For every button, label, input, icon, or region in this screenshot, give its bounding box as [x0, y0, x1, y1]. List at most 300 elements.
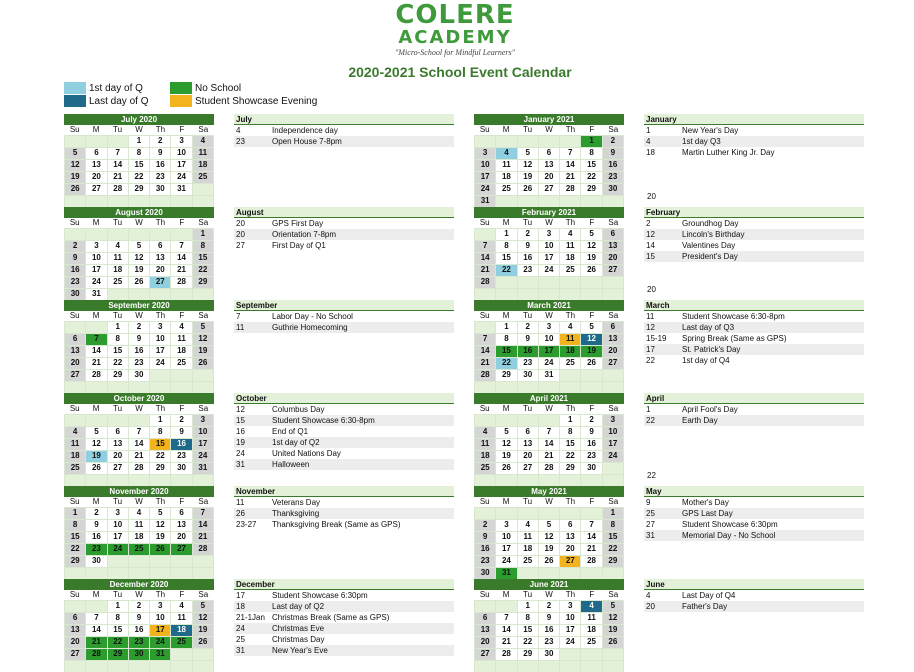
month-title: November 2020	[64, 486, 214, 497]
empty-day-cell	[86, 475, 106, 486]
events-list	[234, 114, 454, 147]
day-cell: 9	[129, 613, 149, 624]
day-cell: 24	[150, 637, 170, 648]
events-list	[234, 393, 454, 470]
empty-day-cell	[518, 508, 538, 519]
empty-day-cell	[496, 289, 516, 300]
day-cell: 13	[65, 346, 85, 357]
day-cell: 28	[86, 370, 106, 381]
day-cell: 26	[129, 277, 149, 288]
event-date: 2	[646, 219, 651, 228]
weekday-label: Su	[479, 218, 490, 227]
day-cell: 21	[475, 265, 495, 276]
weekday-header	[64, 218, 214, 228]
event-date: 23	[236, 137, 245, 146]
day-cell: 12	[603, 613, 623, 624]
legend-label: No School	[195, 82, 242, 94]
empty-day-cell	[603, 289, 623, 300]
weekday-label: Su	[479, 590, 490, 599]
empty-day-cell	[518, 136, 538, 147]
weekday-label: Tu	[523, 311, 533, 320]
day-cell: 5	[86, 427, 106, 438]
day-cell: 22	[150, 451, 170, 462]
event-name: Valentines Day	[682, 241, 736, 250]
legend-swatch	[64, 82, 86, 94]
day-cell: 1	[108, 601, 128, 612]
day-cell: 31	[475, 196, 495, 207]
day-cell: 10	[86, 253, 106, 264]
day-cell: 12	[581, 241, 601, 252]
event-date: 24	[236, 449, 245, 458]
day-cell: 21	[108, 172, 128, 183]
day-cell: 17	[193, 439, 213, 450]
weekday-label: Th	[565, 590, 576, 599]
weekday-label: Th	[155, 125, 166, 134]
weekday-label: Sa	[198, 590, 209, 599]
day-cell: 20	[65, 637, 85, 648]
day-cell: 28	[496, 649, 516, 660]
event-date: 15	[646, 252, 655, 261]
event-name: Student Showcase 6:30-8pm	[682, 312, 785, 321]
day-cell: 9	[65, 253, 85, 264]
empty-day-cell	[108, 229, 128, 240]
logo-subword: ACADEMY	[398, 27, 512, 48]
day-cell: 2	[86, 508, 106, 519]
day-cell: 17	[86, 265, 106, 276]
weekday-header	[474, 311, 624, 321]
events-list	[644, 300, 864, 366]
event-name: Student Showcase 6:30-8pm	[272, 416, 375, 425]
event-name: Halloween	[272, 460, 310, 469]
day-cell: 22	[496, 358, 516, 369]
event-row	[644, 333, 864, 344]
day-cell: 14	[129, 439, 149, 450]
day-cell: 2	[65, 241, 85, 252]
day-grid	[474, 600, 624, 672]
empty-day-cell	[108, 136, 128, 147]
empty-day-cell	[539, 136, 559, 147]
day-cell: 27	[65, 370, 85, 381]
day-cell: 4	[560, 229, 580, 240]
day-grid	[474, 321, 624, 394]
day-cell: 7	[475, 241, 495, 252]
day-cell: 5	[129, 241, 149, 252]
legend-label: Last day of Q	[89, 95, 149, 107]
empty-day-cell	[475, 229, 495, 240]
day-cell: 30	[603, 184, 623, 195]
empty-day-cell	[475, 508, 495, 519]
day-cell: 28	[581, 556, 601, 567]
event-footnote: 20	[647, 285, 656, 294]
day-cell: 16	[539, 625, 559, 636]
day-cell: 19	[86, 451, 106, 462]
day-cell: 14	[475, 346, 495, 357]
day-cell: 10	[539, 334, 559, 345]
empty-day-cell	[581, 568, 601, 579]
event-date: 4	[236, 126, 241, 135]
event-date: 9	[646, 498, 651, 507]
weekday-label: Tu	[523, 404, 533, 413]
day-cell: 3	[496, 520, 516, 531]
event-row	[644, 229, 864, 240]
day-cell: 3	[560, 601, 580, 612]
day-cell: 12	[496, 439, 516, 450]
day-cell: 5	[581, 229, 601, 240]
event-row	[234, 459, 454, 470]
empty-day-cell	[560, 196, 580, 207]
month-calendar	[474, 393, 624, 487]
day-cell: 26	[193, 358, 213, 369]
day-cell: 29	[496, 370, 516, 381]
empty-day-cell	[129, 196, 149, 207]
day-cell: 3	[539, 229, 559, 240]
weekday-label: Su	[69, 497, 80, 506]
day-cell: 11	[171, 613, 191, 624]
event-row	[234, 218, 454, 229]
day-cell: 26	[193, 637, 213, 648]
day-cell: 19	[581, 253, 601, 264]
weekday-label: M	[92, 404, 100, 413]
empty-day-cell	[581, 196, 601, 207]
event-date: 19	[236, 438, 245, 447]
day-cell: 26	[150, 544, 170, 555]
empty-day-cell	[171, 661, 191, 672]
weekday-label: M	[92, 590, 100, 599]
day-cell: 9	[129, 334, 149, 345]
events-month-title: September	[234, 300, 454, 311]
day-cell: 3	[171, 136, 191, 147]
day-cell: 14	[560, 160, 580, 171]
day-cell: 19	[150, 532, 170, 543]
weekday-label: Su	[479, 497, 490, 506]
day-cell: 10	[603, 427, 623, 438]
event-date: 27	[236, 241, 245, 250]
empty-day-cell	[603, 475, 623, 486]
event-date: 11	[236, 498, 245, 507]
weekday-label: M	[92, 125, 100, 134]
day-cell: 19	[193, 346, 213, 357]
empty-day-cell	[539, 289, 559, 300]
empty-day-cell	[560, 508, 580, 519]
day-cell: 7	[560, 148, 580, 159]
logo-tagline: "Micro-School for Mindful Learners"	[395, 48, 515, 57]
empty-day-cell	[150, 661, 170, 672]
day-cell: 1	[603, 508, 623, 519]
empty-day-cell	[518, 661, 538, 672]
day-cell: 1	[150, 415, 170, 426]
empty-day-cell	[475, 382, 495, 393]
day-cell: 25	[518, 556, 538, 567]
event-row	[234, 601, 454, 612]
day-cell: 18	[193, 160, 213, 171]
weekday-label: Th	[565, 311, 576, 320]
day-cell: 4	[171, 601, 191, 612]
day-cell: 16	[150, 160, 170, 171]
day-cell: 5	[539, 520, 559, 531]
day-cell: 21	[560, 172, 580, 183]
event-name: Last day of Q2	[272, 602, 325, 611]
event-name: Independence day	[272, 126, 338, 135]
event-name: Father's Day	[682, 602, 728, 611]
empty-day-cell	[86, 382, 106, 393]
day-cell: 9	[518, 334, 538, 345]
empty-day-cell	[129, 661, 149, 672]
empty-day-cell	[108, 661, 128, 672]
empty-day-cell	[65, 382, 85, 393]
day-cell: 22	[129, 172, 149, 183]
day-grid	[64, 600, 214, 672]
event-name: Groundhog Day	[682, 219, 739, 228]
day-cell: 6	[171, 508, 191, 519]
event-row	[234, 229, 454, 240]
legend-label: 1st day of Q	[89, 82, 143, 94]
empty-day-cell	[171, 229, 191, 240]
month-calendar	[474, 207, 624, 301]
weekday-label: W	[135, 590, 143, 599]
weekday-label: Th	[155, 311, 166, 320]
event-row	[234, 426, 454, 437]
day-cell: 10	[475, 160, 495, 171]
event-name: Last Day of Q4	[682, 591, 736, 600]
day-cell: 8	[150, 427, 170, 438]
month-title: May 2021	[474, 486, 624, 497]
weekday-label: F	[179, 404, 185, 413]
day-cell: 11	[108, 253, 128, 264]
empty-day-cell	[86, 196, 106, 207]
events-month-title: August	[234, 207, 454, 218]
day-cell: 12	[193, 334, 213, 345]
event-row	[234, 623, 454, 634]
empty-day-cell	[108, 568, 128, 579]
empty-day-cell	[150, 289, 170, 300]
day-cell: 31	[193, 463, 213, 474]
day-cell: 14	[496, 625, 516, 636]
weekday-label: Sa	[608, 497, 619, 506]
day-cell: 2	[539, 601, 559, 612]
day-cell: 22	[108, 358, 128, 369]
weekday-label: Th	[565, 404, 576, 413]
empty-day-cell	[475, 475, 495, 486]
event-name: Lincoln's Birthday	[682, 230, 745, 239]
event-row	[644, 240, 864, 251]
event-name: Student Showcase 6:30pm	[272, 591, 368, 600]
empty-day-cell	[86, 136, 106, 147]
day-cell: 28	[560, 184, 580, 195]
empty-day-cell	[193, 556, 213, 567]
day-cell: 22	[518, 637, 538, 648]
day-cell: 27	[475, 649, 495, 660]
day-cell: 5	[496, 427, 516, 438]
day-cell: 23	[518, 265, 538, 276]
event-row	[644, 344, 864, 355]
weekday-header	[64, 590, 214, 600]
day-cell: 20	[108, 451, 128, 462]
empty-day-cell	[193, 370, 213, 381]
empty-day-cell	[129, 289, 149, 300]
day-cell: 24	[86, 277, 106, 288]
empty-day-cell	[560, 382, 580, 393]
empty-day-cell	[108, 289, 128, 300]
day-cell: 29	[518, 649, 538, 660]
day-cell: 8	[560, 427, 580, 438]
day-cell: 15	[496, 253, 516, 264]
event-date: 18	[646, 148, 655, 157]
day-cell: 16	[65, 265, 85, 276]
day-cell: 9	[475, 532, 495, 543]
empty-day-cell	[581, 661, 601, 672]
day-cell: 25	[560, 358, 580, 369]
month-calendar	[474, 486, 624, 580]
day-cell: 23	[518, 358, 538, 369]
legend-item-last-day	[64, 95, 148, 107]
day-cell: 26	[518, 184, 538, 195]
day-cell: 27	[603, 358, 623, 369]
event-row	[644, 311, 864, 322]
events-month-title: June	[644, 579, 864, 590]
event-row	[234, 519, 454, 530]
empty-day-cell	[603, 649, 623, 660]
weekday-label: Sa	[608, 311, 619, 320]
day-cell: 6	[150, 241, 170, 252]
day-cell: 26	[86, 463, 106, 474]
day-cell: 29	[150, 463, 170, 474]
day-cell: 29	[193, 277, 213, 288]
empty-day-cell	[475, 289, 495, 300]
day-cell: 20	[86, 172, 106, 183]
weekday-label: M	[502, 125, 510, 134]
day-cell: 3	[150, 601, 170, 612]
day-cell: 13	[65, 625, 85, 636]
empty-day-cell	[496, 601, 516, 612]
empty-day-cell	[150, 229, 170, 240]
day-cell: 24	[560, 637, 580, 648]
day-cell: 11	[129, 520, 149, 531]
day-cell: 24	[108, 544, 128, 555]
weekday-label: W	[545, 404, 553, 413]
empty-day-cell	[65, 601, 85, 612]
event-row	[644, 590, 864, 601]
empty-day-cell	[539, 415, 559, 426]
weekday-header	[474, 125, 624, 135]
event-name: GPS Last Day	[682, 509, 733, 518]
event-date: 15-19	[646, 334, 667, 343]
day-cell: 8	[108, 613, 128, 624]
empty-day-cell	[475, 136, 495, 147]
weekday-header	[64, 497, 214, 507]
empty-day-cell	[560, 475, 580, 486]
weekday-header	[64, 404, 214, 414]
events-list	[234, 300, 454, 333]
event-row	[234, 240, 454, 251]
event-date: 26	[236, 509, 245, 518]
day-cell: 7	[193, 508, 213, 519]
empty-day-cell	[150, 370, 170, 381]
day-cell: 10	[108, 520, 128, 531]
day-cell: 1	[496, 322, 516, 333]
weekday-label: W	[135, 311, 143, 320]
weekday-label: Tu	[523, 590, 533, 599]
weekday-label: Su	[69, 590, 80, 599]
day-cell: 17	[539, 253, 559, 264]
event-row	[234, 404, 454, 415]
events-month-title: October	[234, 393, 454, 404]
event-name: 1st day of Q4	[682, 356, 730, 365]
day-cell: 8	[581, 148, 601, 159]
day-cell: 12	[518, 160, 538, 171]
month-calendar	[64, 114, 214, 208]
day-cell: 17	[603, 439, 623, 450]
day-grid	[64, 228, 214, 301]
event-footnote: 20	[647, 192, 656, 201]
day-cell: 18	[129, 532, 149, 543]
weekday-label: F	[589, 590, 595, 599]
day-cell: 21	[193, 532, 213, 543]
weekday-label: Th	[155, 590, 166, 599]
day-cell: 25	[129, 544, 149, 555]
empty-day-cell	[539, 568, 559, 579]
weekday-label: F	[179, 590, 185, 599]
event-date: 16	[236, 427, 245, 436]
empty-day-cell	[150, 475, 170, 486]
day-cell: 28	[475, 370, 495, 381]
day-cell: 7	[581, 520, 601, 531]
day-cell: 20	[560, 544, 580, 555]
day-cell: 16	[518, 346, 538, 357]
weekday-label: M	[92, 497, 100, 506]
day-cell: 16	[475, 544, 495, 555]
day-cell: 30	[581, 463, 601, 474]
day-cell: 13	[539, 160, 559, 171]
weekday-label: F	[179, 125, 185, 134]
event-name: End of Q1	[272, 427, 309, 436]
day-cell: 18	[65, 451, 85, 462]
day-cell: 30	[518, 370, 538, 381]
day-cell: 16	[518, 253, 538, 264]
weekday-label: Tu	[113, 311, 123, 320]
event-name: April Fool's Day	[682, 405, 738, 414]
weekday-label: M	[502, 311, 510, 320]
day-cell: 11	[496, 160, 516, 171]
day-cell: 24	[603, 451, 623, 462]
day-cell: 15	[518, 625, 538, 636]
day-cell: 28	[171, 277, 191, 288]
weekday-label: F	[179, 497, 185, 506]
day-cell: 16	[129, 625, 149, 636]
day-cell: 14	[475, 253, 495, 264]
day-cell: 27	[171, 544, 191, 555]
day-cell: 1	[65, 508, 85, 519]
day-cell: 3	[86, 241, 106, 252]
day-cell: 1	[496, 229, 516, 240]
day-cell: 2	[581, 415, 601, 426]
day-cell: 30	[129, 370, 149, 381]
empty-day-cell	[475, 661, 495, 672]
event-date: 17	[646, 345, 655, 354]
day-cell: 7	[86, 613, 106, 624]
weekday-label: Su	[69, 125, 80, 134]
empty-day-cell	[171, 196, 191, 207]
event-row	[644, 218, 864, 229]
day-cell: 16	[171, 439, 191, 450]
day-cell: 30	[171, 463, 191, 474]
month-title: June 2021	[474, 579, 624, 590]
day-cell: 4	[518, 520, 538, 531]
empty-day-cell	[560, 661, 580, 672]
day-cell: 20	[475, 637, 495, 648]
day-cell: 29	[65, 556, 85, 567]
event-footnote: 22	[647, 471, 656, 480]
day-cell: 23	[129, 358, 149, 369]
